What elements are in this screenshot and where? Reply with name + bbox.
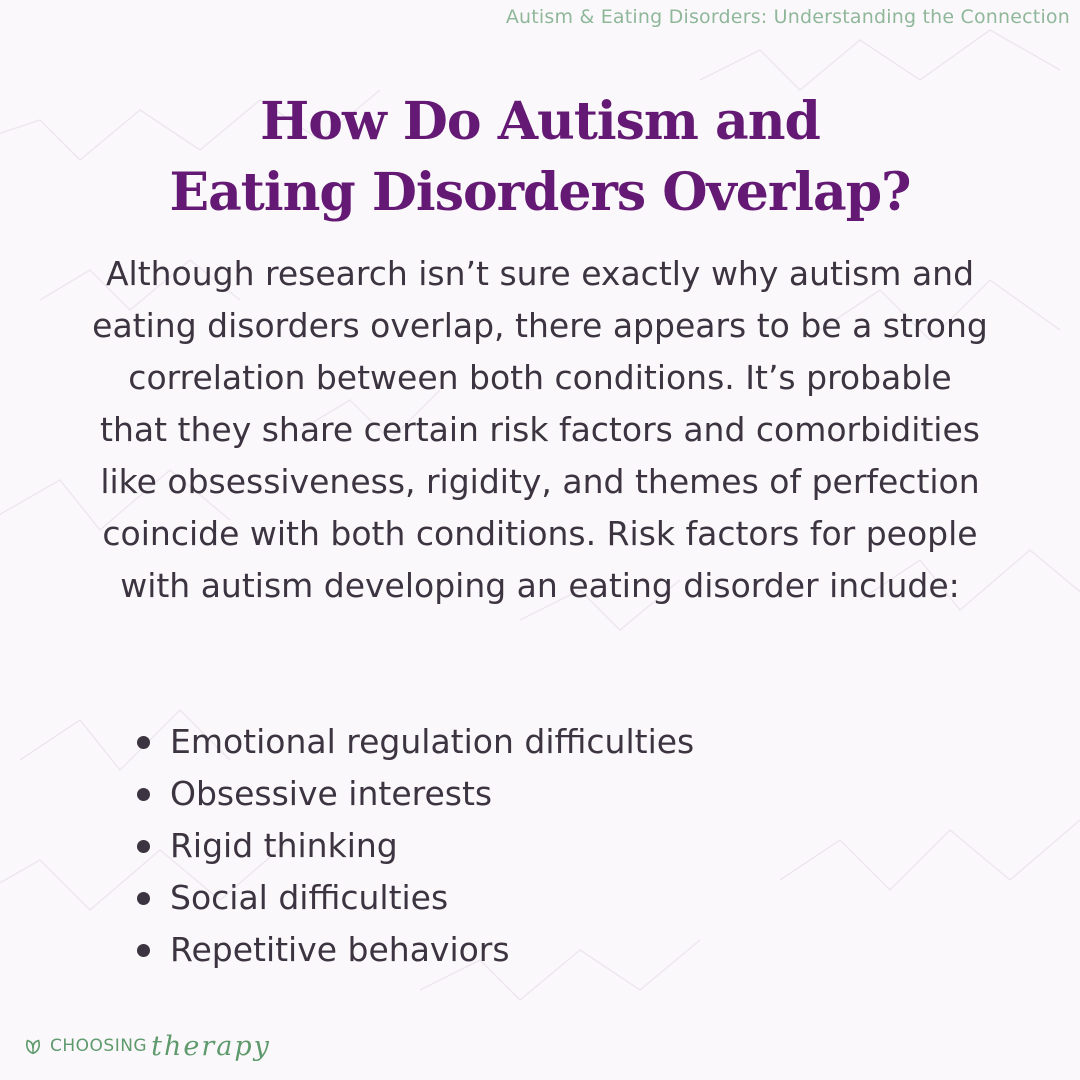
article-title-header: Autism & Eating Disorders: Understanding the Connection bbox=[505, 6, 1070, 28]
bullet-icon bbox=[137, 840, 150, 853]
list-item bbox=[134, 768, 694, 820]
list-item bbox=[134, 872, 694, 924]
choosing-therapy-logo bbox=[22, 1026, 271, 1066]
list-item bbox=[134, 716, 694, 768]
list-item-label: Emotional regulation difficulties bbox=[170, 722, 695, 761]
body-paragraph: Although research isn’t sure exactly why autism and eating disorders overlap, there appears to be a strong correlation between both conditions. It’s probable that they share certain risk factors and comorbidities like obsessiveness, rigidity, and themes of perfection coincide with both conditions. Risk factors for people with autism developing an eating disorder include: bbox=[92, 254, 988, 605]
logo-word-therapy: therapy bbox=[151, 1030, 271, 1062]
bullet-icon bbox=[137, 892, 150, 905]
list-item-label: Repetitive behaviors bbox=[170, 930, 510, 969]
bullet-icon bbox=[137, 788, 150, 801]
page-title bbox=[0, 86, 1080, 228]
bullet-icon bbox=[137, 736, 150, 749]
page-title-line-2: Eating Disorders Overlap? bbox=[169, 162, 911, 223]
page-title-line-1: How Do Autism and bbox=[260, 91, 820, 152]
bullet-icon bbox=[137, 944, 150, 957]
list-item bbox=[134, 820, 694, 872]
list-item-label: Obsessive interests bbox=[170, 774, 493, 813]
leaf-icon bbox=[22, 1035, 44, 1057]
risk-factor-list bbox=[134, 716, 694, 976]
list-item-label: Social difficulties bbox=[170, 878, 449, 917]
logo-word-choosing: CHOOSING bbox=[50, 1036, 148, 1056]
list-item-label: Rigid thinking bbox=[170, 826, 398, 865]
list-item bbox=[134, 924, 694, 976]
